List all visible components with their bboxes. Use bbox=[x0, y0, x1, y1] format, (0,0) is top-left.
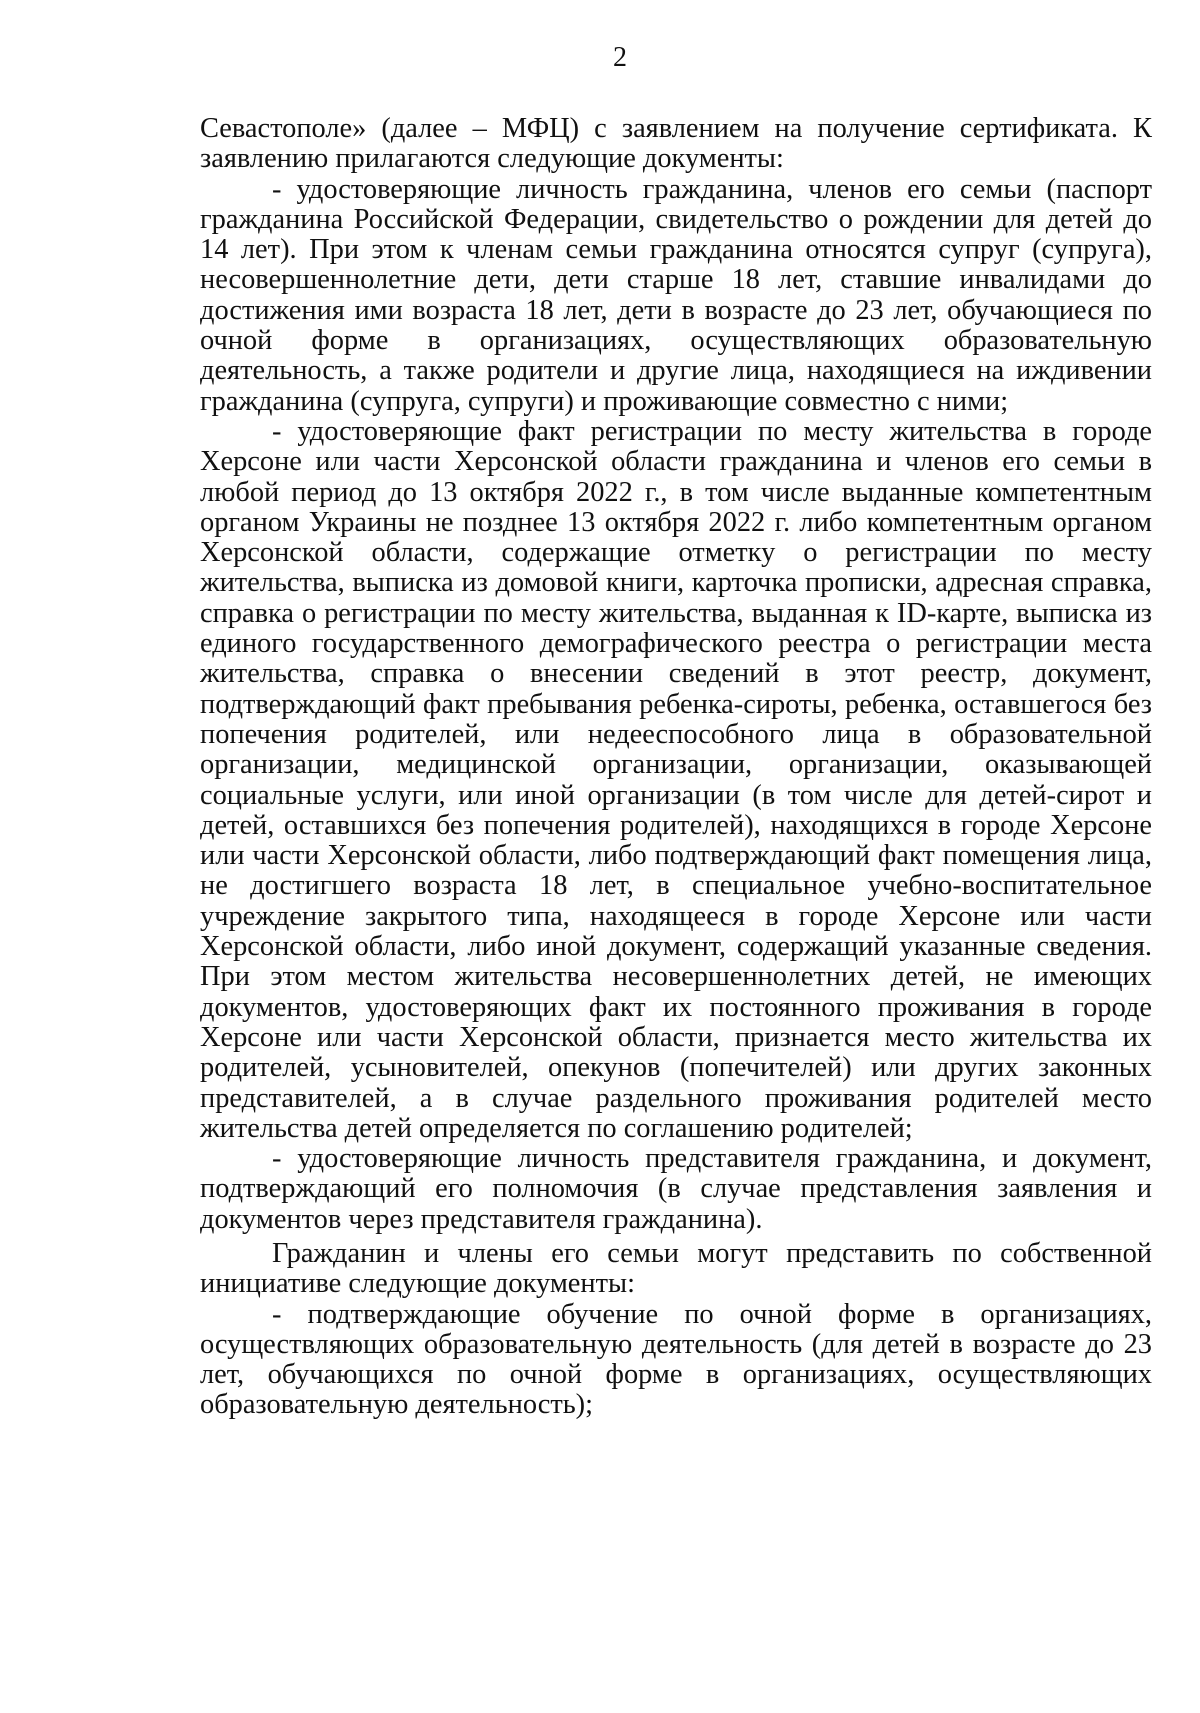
list-item-education-documents: - подтверждающие обучение по очной форме в организациях, осуществляющих образовательную деятельность (для детей в возрасте до 23 лет, обучающихся по очной форме в организациях, осуществляющих образовательную деятельность); bbox=[200, 1298, 1152, 1421]
paragraph-optional-documents: Гражданин и члены его семьи могут представить по собственной инициативе следующие документы: bbox=[200, 1237, 1152, 1300]
document-body bbox=[200, 114, 1152, 1421]
list-item-identity-documents: - удостоверяющие личность гражданина, членов его семьи (паспорт гражданина Российской Федерации, свидетельство о рождении для детей до 14 лет). При этом к членам семьи гражданина относятся супруг (супруга), несовершеннолетние дети, дети старше 18 лет, ставшие инвалидами до достижения ими возраста 18 лет, дети в возрасте до 23 лет, обучающиеся по очной форме в организациях, осуществляющих образовательную деятельность, а также родители и другие лица, находящиеся на иждивении гражданина (супруга, супруги) и проживающие совместно с ними; bbox=[200, 173, 1152, 417]
list-item-registration-documents: - удостоверяющие факт регистрации по месту жительства в городе Херсоне или части Херсонской области гражданина и членов его семьи в любой период до 13 октября 2022 г., в том числе выданные компетентным органом Украины не позднее 13 октября 2022 г. либо компетентным органом Херсонской области, содержащие отметку о регистрации по месту жительства, выписка из домовой книги, карточка прописки, адресная справка, справка о регистрации по месту жительства, выданная к ID-карте, выписка из единого государственного демографического реестра о регистрации места жительства, справка о внесении сведений в этот реестр, документ, подтверждающий факт пребывания ребенка-сироты, ребенка, оставшегося без попечения родителей, или недееспособного лица в образовательной организации, медицинской организации, организации, оказывающей социальные услуги, или иной организации (в том числе для детей-сирот и детей, оставшихся без попечения родителей), находящихся в городе Херсоне или части Херсонской области, либо подтверждающий факт помещения лица, не достигшего возраста 18 лет, в специальное учебно-воспитательное учреждение закрытого типа, находящееся в городе Херсоне или части Херсонской области, либо иной документ, содержащий указанные сведения. При этом местом жительства несовершеннолетних детей, не имеющих документов, удостоверяющих факт их постоянного проживания в городе Херсоне или части Херсонской области, признается место жительства их родителей, усыновителей, опекунов (попечителей) или других законных представителей, а в случае раздельного проживания родителей место жительства детей определяется по соглашению родителей; bbox=[200, 415, 1152, 1144]
list-item-representative-documents: - удостоверяющие личность представителя гражданина, и документ, подтверждающий его полномочия (в случае представления заявления и документов через представителя гражданина). bbox=[200, 1143, 1152, 1235]
page-number: 2 bbox=[613, 42, 627, 73]
paragraph-intro: Севастополе» (далее – МФЦ) с заявлением на получение сертификата. К заявлению прилагаются следующие документы: bbox=[200, 113, 1152, 175]
